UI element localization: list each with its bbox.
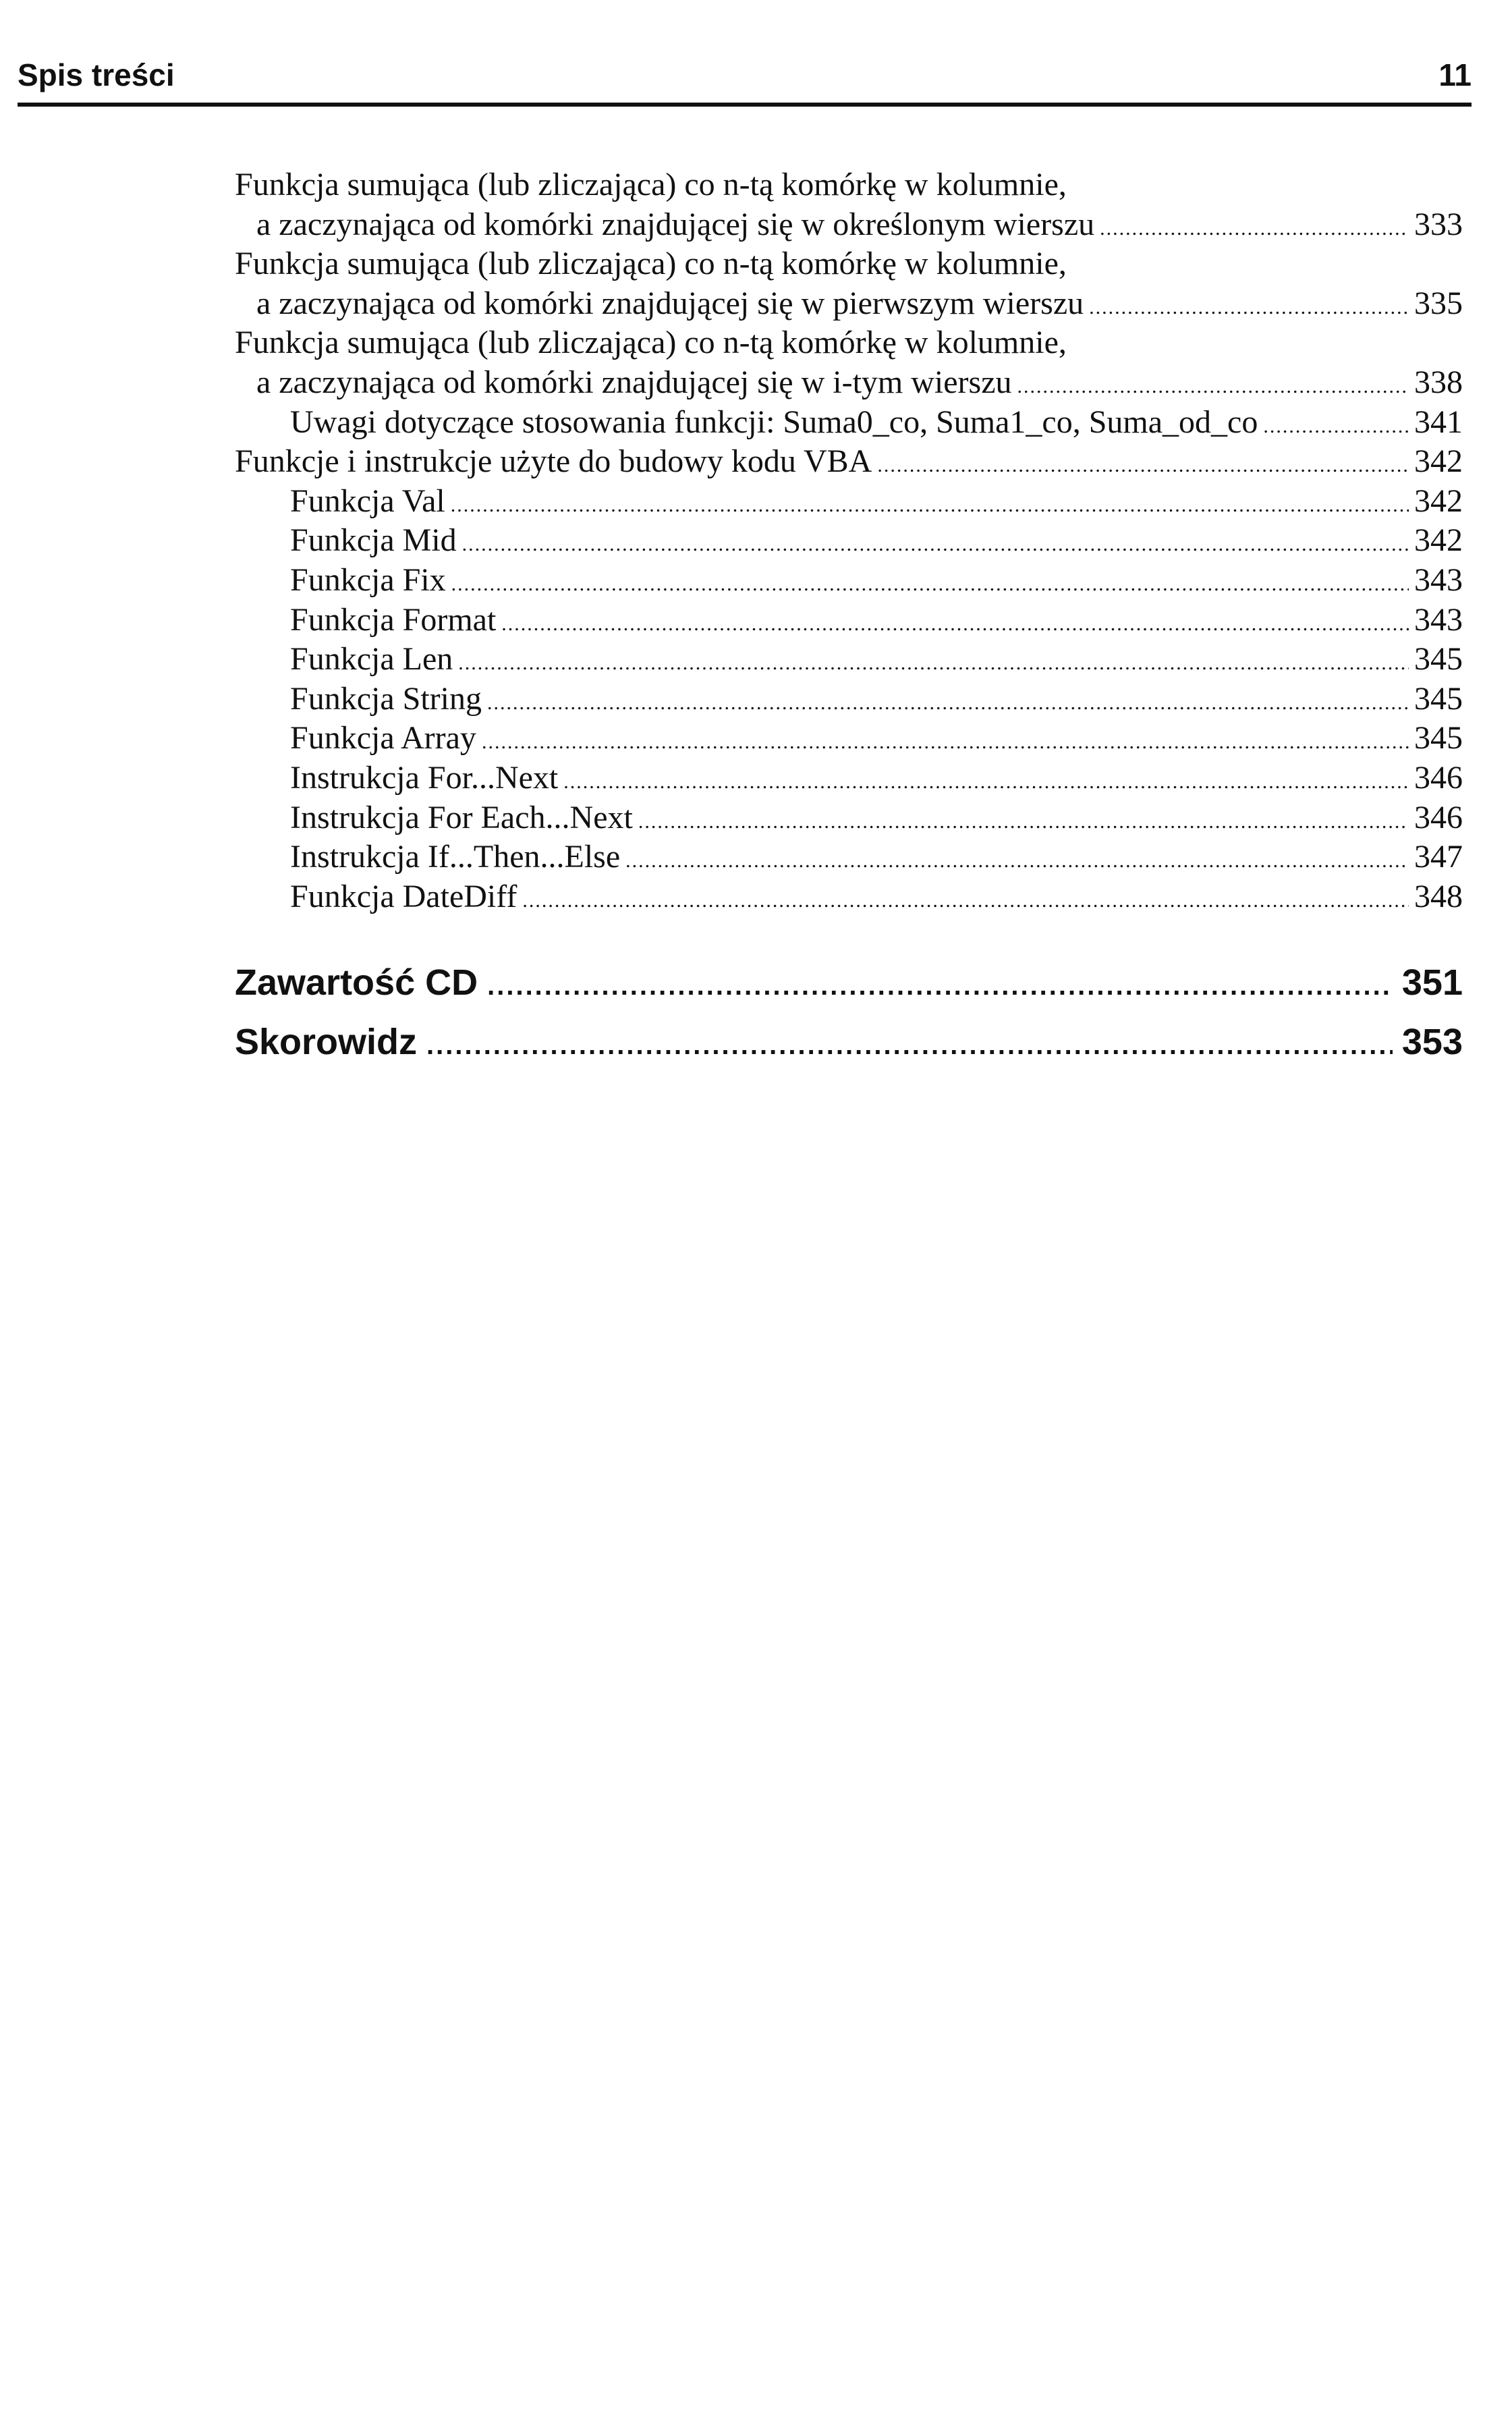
toc-entry: [235, 521, 1463, 561]
toc-entry-text: Funkcja Mid: [290, 522, 457, 559]
toc-entry: [235, 482, 1463, 522]
page-number: 11: [1438, 57, 1472, 92]
toc-entry: [235, 759, 1463, 798]
toc-entry-text: Instrukcja For...Next: [290, 759, 559, 796]
toc-entry-text: Funkcja Len: [290, 641, 453, 678]
section-title: Spis treści: [18, 57, 175, 92]
dot-leader: [1017, 367, 1409, 407]
toc-entry: [235, 719, 1463, 759]
dot-leader: [638, 802, 1409, 842]
toc-entry-page: 343: [1414, 601, 1463, 638]
toc-entry-text: Funkcje i instrukcje użyte do budowy kodu VBA: [235, 443, 872, 480]
dot-leader: [877, 446, 1409, 486]
toc-entry-page: 341: [1414, 404, 1463, 440]
toc-entry-page: 335: [1414, 285, 1463, 321]
toc-entry-page: 345: [1414, 641, 1463, 678]
toc-entry-text: Funkcja sumująca (lub zliczająca) co n-tą komórkę w kolumnie,: [235, 167, 1067, 202]
toc-entry-page: 346: [1414, 759, 1463, 796]
toc-entry: [235, 284, 1463, 324]
toc-chapter-page: 353: [1401, 1022, 1463, 1063]
toc-entry-text: Instrukcja If...Then...Else: [290, 839, 621, 875]
dot-leader: [487, 956, 1393, 1016]
toc-entry-page: 342: [1414, 443, 1463, 480]
toc-entry: [235, 403, 1463, 443]
toc-entry-text: Funkcja Format: [290, 601, 497, 638]
toc-entry-text: Instrukcja For Each...Next: [290, 799, 633, 835]
toc-chapter-title: Skorowidz: [235, 1022, 418, 1063]
toc-chapter-title: Zawartość CD: [235, 962, 478, 1003]
dot-leader: [1100, 209, 1409, 249]
toc-chapter: [235, 1012, 1463, 1072]
toc-entry-text: a zaczynająca od komórki znajdującej się w określonym wierszu: [256, 206, 1095, 242]
header-rule: [18, 103, 1472, 107]
toc-chapter-page: 351: [1401, 962, 1463, 1003]
toc-entry-page: 346: [1414, 799, 1463, 835]
toc-entry-text: Funkcja Fix: [290, 561, 446, 598]
toc-entry-page: 338: [1414, 364, 1463, 400]
dot-leader: [482, 723, 1409, 763]
toc-entry-text: Funkcja sumująca (lub zliczająca) co n-tą komórkę w kolumnie,: [235, 246, 1067, 282]
toc-entry: [235, 640, 1463, 680]
toc-entry-text: Funkcja DateDiff: [290, 878, 517, 914]
toc-entry: [235, 205, 1463, 245]
dot-leader: [625, 842, 1409, 881]
dot-leader: [487, 684, 1409, 723]
table-of-contents: [235, 165, 1463, 1072]
toc-chapter: [235, 953, 1463, 1012]
toc-entry: [235, 363, 1463, 403]
toc-entry-text: Funkcja Array: [290, 720, 476, 756]
dot-leader: [451, 565, 1409, 605]
toc-entry-line: [235, 323, 1463, 363]
toc-entry: [235, 442, 1463, 482]
toc-entry-line: [235, 165, 1463, 205]
toc-entry-text: a zaczynająca od komórki znajdującej się w i-tym wierszu: [256, 364, 1012, 400]
toc-entry-page: 342: [1414, 483, 1463, 519]
dot-leader: [451, 486, 1409, 526]
toc-entry-text: Funkcja String: [290, 680, 482, 717]
toc-entry: [235, 601, 1463, 640]
dot-leader: [501, 605, 1409, 644]
toc-entry-page: 343: [1414, 561, 1463, 598]
toc-entry: [235, 798, 1463, 838]
toc-entry-text: Funkcja sumująca (lub zliczająca) co n-tą komórkę w kolumnie,: [235, 325, 1067, 361]
toc-entry: [235, 561, 1463, 601]
toc-entry-page: 345: [1414, 720, 1463, 756]
toc-entry-page: 348: [1414, 878, 1463, 914]
toc-entry-page: 342: [1414, 522, 1463, 559]
dot-leader: [426, 1016, 1393, 1075]
toc-entry: [235, 837, 1463, 877]
toc-entry-page: 345: [1414, 680, 1463, 717]
dot-leader: [522, 881, 1409, 921]
toc-entry-line: [235, 244, 1463, 284]
toc-entry: [235, 680, 1463, 719]
dot-leader: [458, 644, 1409, 684]
running-header: [18, 53, 1472, 100]
dot-leader: [563, 763, 1409, 802]
toc-entry-text: Funkcja Val: [290, 483, 445, 519]
dot-leader: [1263, 407, 1409, 447]
toc-entry-page: 347: [1414, 839, 1463, 875]
toc-entry-page: 333: [1414, 206, 1463, 242]
dot-leader: [462, 525, 1409, 565]
dot-leader: [1089, 288, 1409, 328]
toc-entry: [235, 877, 1463, 917]
toc-entry-text: Uwagi dotyczące stosowania funkcji: Suma0_co, Suma1_co, Suma_od_co: [290, 404, 1258, 440]
toc-entry-text: a zaczynająca od komórki znajdującej się w pierwszym wierszu: [256, 285, 1084, 321]
